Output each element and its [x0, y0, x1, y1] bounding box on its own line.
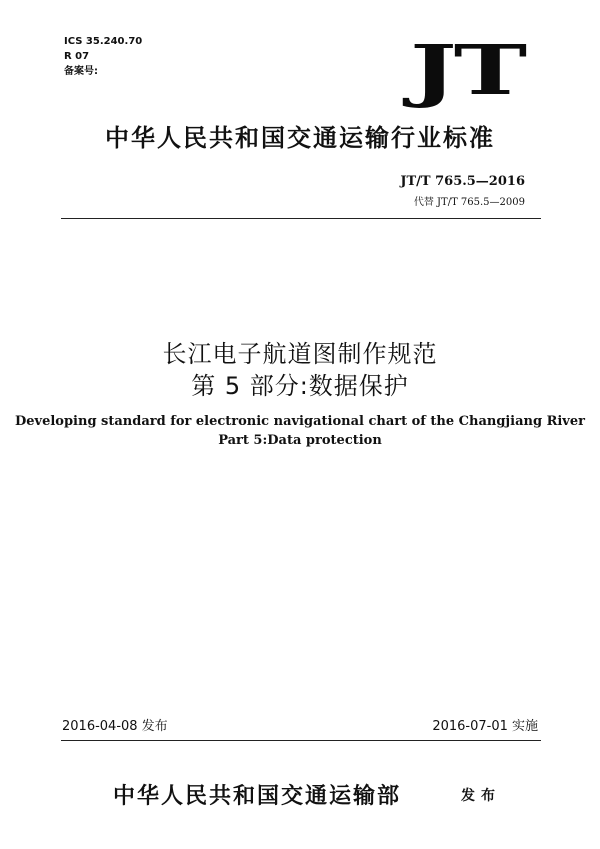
header-divider [61, 218, 541, 219]
ccs-code: R 07 [64, 51, 90, 62]
document-title-en-line2: Part 5:Data protection [218, 433, 382, 448]
issuing-authority: 中华人民共和国交通运输部 [113, 784, 402, 809]
issue-date: 2016-04-08 发布 [62, 719, 168, 734]
document-title-cn-line1: 长江电子航道图制作规范 [162, 340, 438, 368]
replaced-standard: 代替 JT/T 765.5—2009 [413, 197, 525, 208]
document-title-en-line1: Developing standard for electronic navigational chart of the Changjiang River [14, 414, 585, 429]
document-title-cn-line2: 第 5 部分:数据保护 [191, 372, 409, 400]
ics-code: ICS 35.240.70 [64, 36, 143, 47]
filing-number-label: 备案号: [64, 66, 98, 77]
jt-logo: JT [410, 31, 525, 111]
standard-category-title: 中华人民共和国交通运输行业标准 [105, 124, 495, 152]
effective-date: 2016-07-01 实施 [432, 719, 538, 734]
standard-code: JT/T 765.5—2016 [400, 174, 525, 189]
publish-label: 发布 [461, 788, 501, 804]
footer-divider [61, 740, 541, 741]
